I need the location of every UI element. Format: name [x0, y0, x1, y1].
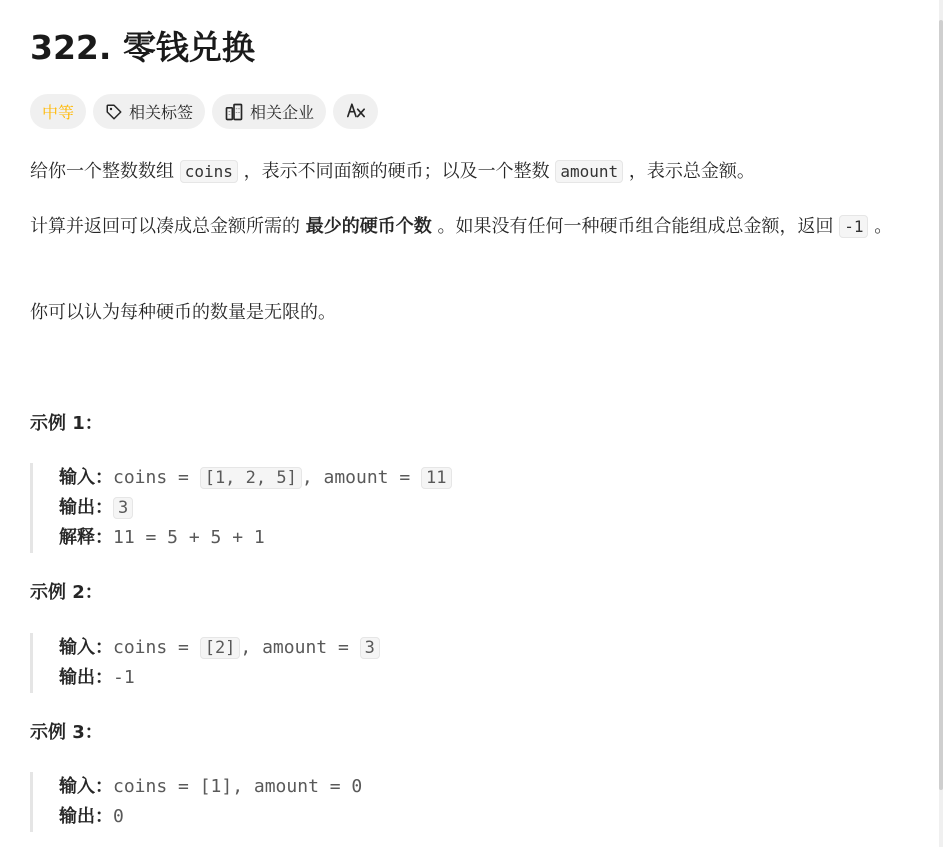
input-text: coins =: [113, 467, 200, 488]
scrollbar-thumb[interactable]: [939, 20, 943, 790]
tag-icon: [105, 103, 123, 121]
output-text: -1: [113, 667, 135, 688]
example-output: [59, 493, 899, 523]
translate-icon: [346, 101, 366, 123]
related-companies-label: 相关企业: [250, 103, 315, 122]
explain-label: 解释：: [59, 527, 113, 548]
input-code: [1, 2, 5]: [200, 467, 302, 489]
tag-bar: [30, 94, 378, 129]
output-text: 0: [113, 806, 124, 827]
description-paragraph-3: 你可以认为每种硬币的数量是无限的。: [30, 302, 336, 323]
description-paragraph-1: [30, 156, 910, 187]
inline-code: amount: [555, 160, 623, 183]
input-text: coins = [1], amount = 0: [113, 776, 363, 797]
output-label: 输出：: [59, 497, 113, 518]
example-input: [59, 633, 899, 663]
input-code: 3: [360, 637, 380, 659]
input-text: , amount =: [301, 467, 422, 488]
input-text: , amount =: [240, 637, 360, 658]
example-title: 示例 1：: [30, 413, 103, 434]
example-output: [59, 663, 899, 693]
example-output: [59, 802, 899, 832]
problem-title: 322. 零钱兑换: [30, 28, 255, 67]
related-companies-button[interactable]: [212, 94, 326, 129]
input-code: [2]: [200, 637, 241, 659]
example-block: [30, 463, 899, 553]
example-title: 示例 2：: [30, 582, 103, 603]
translate-button[interactable]: [333, 94, 378, 129]
desc-text: 。: [874, 216, 893, 237]
input-label: 输入：: [59, 467, 113, 488]
inline-code: -1: [839, 215, 868, 238]
related-tags-button[interactable]: [93, 94, 205, 129]
difficulty-label: 中等: [42, 103, 75, 122]
example-input: [59, 463, 899, 493]
input-code: 11: [421, 467, 451, 489]
output-label: 输出：: [59, 806, 113, 827]
example-block: [30, 772, 899, 832]
building-icon: [224, 102, 244, 122]
difficulty-badge: [30, 94, 86, 129]
example-title: 示例 3：: [30, 722, 103, 743]
desc-text: 计算并返回可以凑成总金额所需的: [30, 216, 300, 237]
input-text: coins =: [113, 637, 200, 658]
scrollbar-track[interactable]: [939, 0, 943, 847]
explain-text: 11 = 5 + 5 + 1: [113, 527, 265, 548]
related-tags-label: 相关标签: [129, 103, 194, 122]
output-code: 3: [113, 497, 133, 519]
desc-bold-text: 最少的硬币个数: [305, 216, 432, 237]
desc-text: 给你一个整数数组: [30, 161, 174, 182]
example-input: [59, 772, 899, 802]
input-label: 输入：: [59, 637, 113, 658]
input-label: 输入：: [59, 776, 113, 797]
example-block: [30, 633, 899, 693]
desc-text: ，表示总金额。: [628, 161, 755, 182]
desc-text: ，表示不同面额的硬币；以及一个整数: [243, 161, 550, 182]
output-label: 输出：: [59, 667, 113, 688]
desc-text: 。如果没有任何一种硬币组合能组成总金额，返回: [437, 216, 834, 237]
description-paragraph-2: [30, 211, 910, 242]
inline-code: coins: [180, 160, 238, 183]
example-explanation: [59, 523, 899, 553]
